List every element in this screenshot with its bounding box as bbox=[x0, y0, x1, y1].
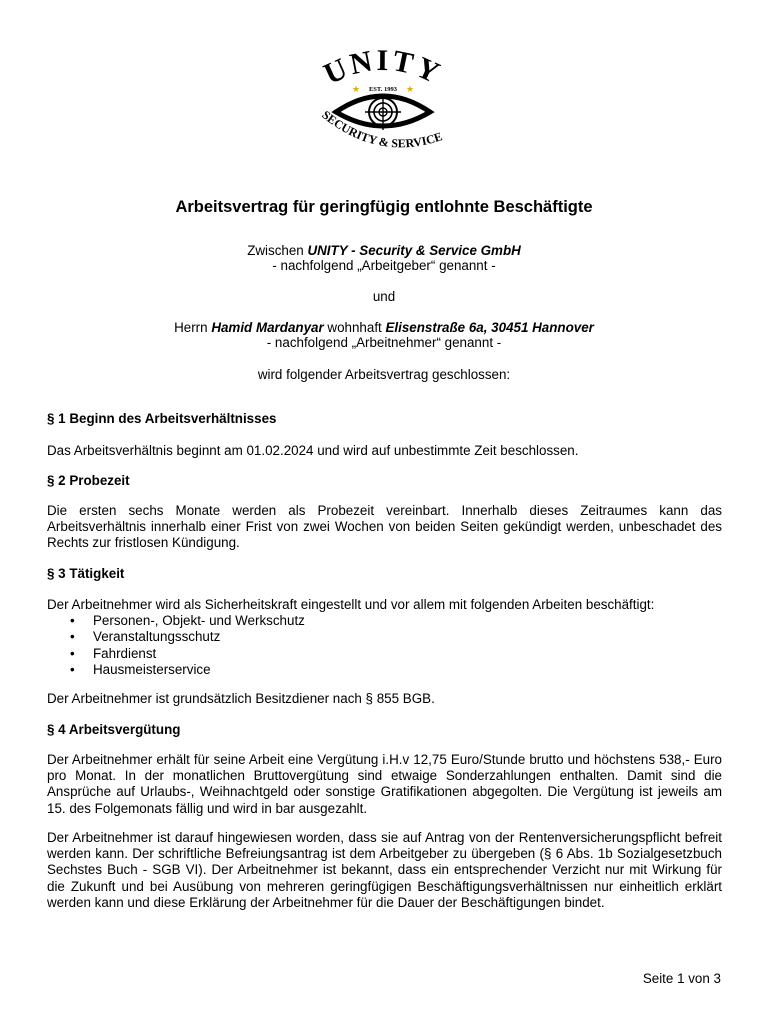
section-3-heading-text: § 3 Tätigkeit bbox=[47, 566, 125, 581]
section-3-closing: Der Arbeitnehmer ist grundsätzlich Besitzdiener nach § 855 BGB. bbox=[47, 691, 435, 706]
employer-note: - nachfolgend „Arbeitgeber“ genannt - bbox=[272, 258, 496, 273]
bullet-icon: • bbox=[70, 661, 75, 677]
list-item bbox=[47, 662, 722, 678]
section-4-paragraph-1: Der Arbeitnehmer erhält für seine Arbeit eine Vergütung i.H.v 12,75 Euro/Stunde brutto und höchstens 538,- Euro pro Monat. In der monatlichen Bruttovergütung sind etwaige Sonderzahlungen enthalten. Damit sind die Ansprüche auf Urlaubs-, Weihnachtgeld oder sonstige Gratifikationen abgegolten. Die Vergütung ist jeweils am 15. des Folgemonats fällig und wird in bar ausgezahlt. bbox=[47, 752, 722, 816]
section-4-heading-text: § 4 Arbeitsvergütung bbox=[47, 722, 181, 737]
section-3-body bbox=[47, 597, 722, 678]
section-1 bbox=[47, 411, 722, 427]
section-4-paragraph-2: Der Arbeitnehmer ist darauf hingewiesen worden, dass sie auf Antrag von der Rentenversicherungspflicht befreit werden kann. Der schriftliche Befreiungsantrag ist dem Arbeitgeber zu übergeben (§ 6 Abs. 1b Sozialgesetzbuch Sechstes Buch - SGB VI). Der Arbeitnehmer ist bekannt, dass ein entsprechender Verzicht nur mit Wirkung für die Zukunft und bei Ausübung von mehreren geringfügigen Beschäftigungsverhältnissen nur einheitlich erklärt werden kann und diese Erklärung der Arbeitnehmer für die Dauer der Beschäftigungen bindet. bbox=[47, 830, 722, 910]
logo-name-bottom: SECURITY & SERVICE bbox=[319, 107, 445, 151]
list-item-label: Veranstaltungsschutz bbox=[93, 629, 221, 645]
unity-logo-graphic bbox=[308, 50, 458, 162]
page-number: Seite 1 von 3 bbox=[642, 971, 721, 986]
between-prefix: Zwischen bbox=[247, 243, 308, 258]
section-2-heading bbox=[47, 473, 722, 489]
section-3-heading bbox=[47, 566, 722, 582]
employee-line bbox=[0, 320, 768, 335]
document-title: Arbeitsvertrag für geringfügig entlohnte Beschäftigte bbox=[175, 198, 593, 216]
employer-line bbox=[0, 243, 768, 258]
list-item-label: Fahrdienst bbox=[93, 645, 157, 661]
activity-list bbox=[47, 613, 722, 678]
residence-label: wohnhaft bbox=[323, 320, 386, 335]
logo-name-top: UNITY bbox=[318, 50, 448, 91]
company-logo bbox=[308, 50, 458, 162]
list-item bbox=[47, 646, 722, 662]
section-3-intro: Der Arbeitnehmer wird als Sicherheitskraft eingestellt und vor allem mit folgenden Arbeiten beschäftigt: bbox=[47, 597, 655, 612]
bullet-icon: • bbox=[70, 629, 75, 645]
bullet-icon: • bbox=[70, 613, 75, 629]
list-item bbox=[47, 613, 722, 629]
employer-block bbox=[0, 243, 768, 273]
list-item bbox=[47, 629, 722, 645]
employee-name: Hamid Mardanyar bbox=[211, 320, 324, 335]
employee-prefix: Herrn bbox=[174, 320, 212, 335]
section-2-heading-text: § 2 Probezeit bbox=[47, 473, 130, 488]
section-4-heading bbox=[47, 722, 722, 738]
section-1-heading: § 1 Beginn des Arbeitsverhältnisses bbox=[47, 411, 277, 426]
contract-concluded-text: wird folgender Arbeitsvertrag geschlossen: bbox=[257, 367, 511, 382]
list-item-label: Personen-, Objekt- und Werkschutz bbox=[93, 613, 305, 629]
star-icon-right: ★ bbox=[406, 84, 415, 94]
employee-address: Elisenstraße 6a, 30451 Hannover bbox=[385, 320, 594, 335]
star-icon-left: ★ bbox=[352, 84, 361, 94]
list-item-label: Hausmeisterservice bbox=[93, 661, 211, 677]
employee-block bbox=[0, 320, 768, 350]
employee-note: - nachfolgend „Arbeitnehmer“ genannt - bbox=[266, 335, 502, 350]
section-2-body: Die ersten sechs Monate werden als Probezeit vereinbart. Innerhalb dieses Zeitraumes kann das Arbeitsverhältnis innerhalb einer Frist von zwei Wochen von beiden Seiten gekündigt werden, unbeschadet des Rechts zur fristlosen Kündigung. bbox=[47, 503, 722, 551]
and-text: und bbox=[372, 289, 396, 304]
bullet-icon: • bbox=[70, 645, 75, 661]
section-1-body: Das Arbeitsverhältnis beginnt am 01.02.2024 und wird auf unbestimmte Zeit beschlossen. bbox=[47, 443, 579, 458]
logo-established: EST. 1993 bbox=[368, 86, 398, 93]
employer-name: UNITY - Security & Service GmbH bbox=[307, 243, 521, 258]
